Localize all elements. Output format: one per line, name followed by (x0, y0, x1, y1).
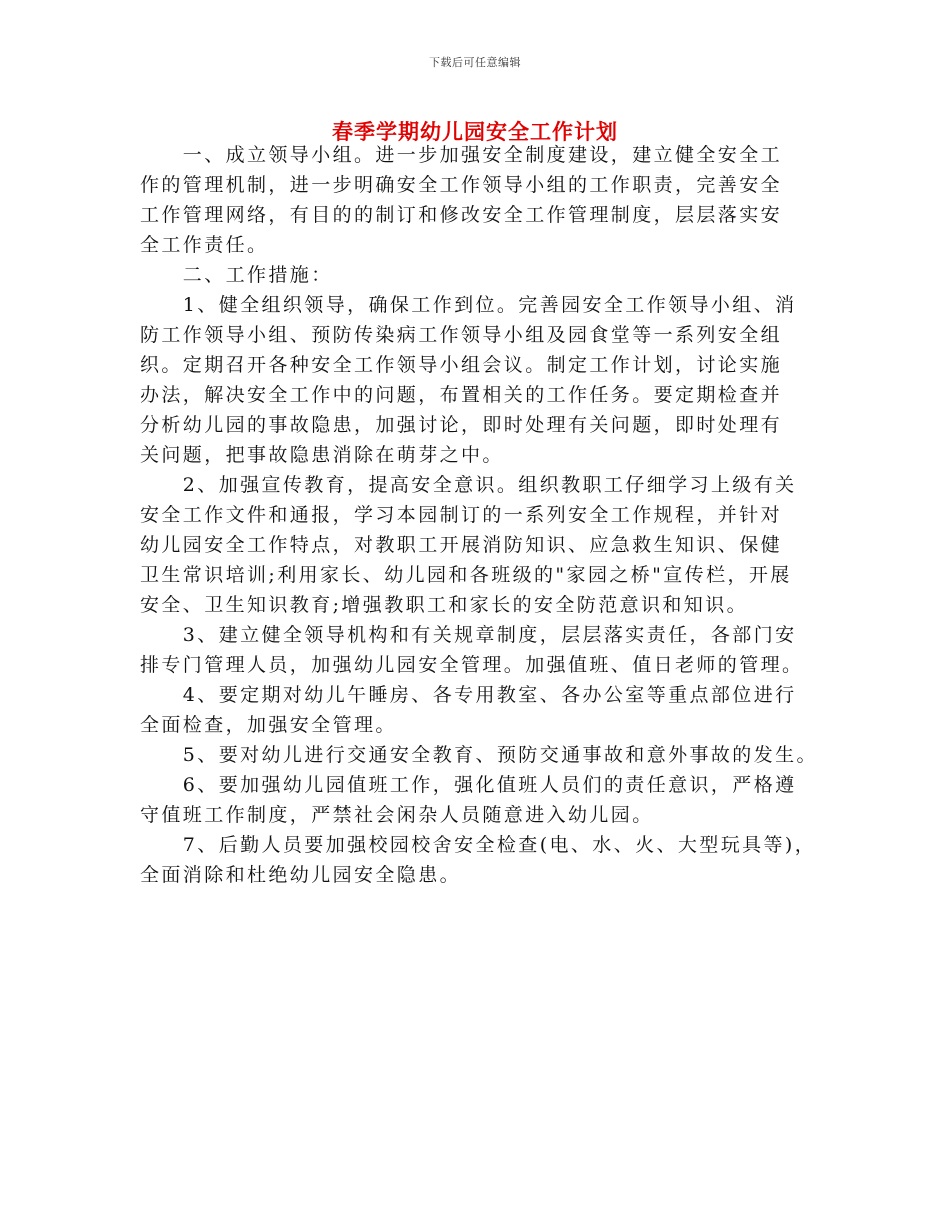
paragraph-line: 防工作领导小组、预防传染病工作领导小组及园食堂等一系列安全组 (140, 324, 783, 346)
paragraph-line: 卫生常识培训;利用家长、幼儿园和各班级的"家园之桥"宣传栏，开展 (140, 564, 792, 586)
paragraph-line: 全工作责任。 (140, 234, 269, 256)
paragraph (140, 140, 815, 260)
paragraph-line: 一、成立领导小组。进一步加强安全制度建设，建立健全安全工 (140, 144, 783, 166)
paragraph-line: 作的管理机制，进一步明确安全工作领导小组的工作职责，完善安全 (140, 174, 783, 196)
paragraph-line: 全面消除和杜绝幼儿园安全隐患。 (140, 864, 462, 886)
paragraph (140, 470, 815, 620)
paragraph-line: 2、加强宣传教育，提高安全意识。组织教职工仔细学习上级有关 (140, 474, 797, 496)
paragraph-line: 关问题，把事故隐患消除在萌芽之中。 (140, 444, 504, 466)
paragraph-line: 守值班工作制度，严禁社会闲杂人员随意进入幼儿园。 (140, 804, 654, 826)
paragraph (140, 740, 818, 770)
paragraph-line: 1、健全组织领导，确保工作到位。完善园安全工作领导小组、消 (140, 294, 797, 316)
paragraph (140, 290, 815, 470)
paragraph-line: 6、要加强幼儿园值班工作，强化值班人员们的责任意识，严格遵 (140, 774, 797, 796)
paragraph (140, 680, 815, 740)
paragraph (140, 620, 815, 680)
paragraph-line: 4、要定期对幼儿午睡房、各专用教室、各办公室等重点部位进行 (140, 684, 797, 706)
paragraph-line: 安全、卫生知识教育;增强教职工和家长的安全防范意识和知识。 (140, 594, 749, 616)
paragraph-line: 分析幼儿园的事故隐患，加强讨论，即时处理有关问题，即时处理有 (140, 414, 783, 436)
paragraph-line: 5、要对幼儿进行交通安全教育、预防交通事故和意外事故的发生。 (140, 744, 818, 766)
paragraph-line: 7、后勤人员要加强校园校舍安全检查(电、水、火、大型玩具等)， (140, 834, 817, 856)
paragraph-line: 二、工作措施： (140, 264, 333, 286)
document-title: 春季学期幼儿园安全工作计划 (332, 119, 618, 144)
paragraph-line: 排专门管理人员，加强幼儿园安全管理。加强值班、值日老师的管理。 (140, 654, 804, 676)
paragraph-line: 全面检查，加强安全管理。 (140, 714, 397, 736)
paragraph (140, 770, 815, 830)
document-body (140, 140, 818, 890)
paragraph (140, 260, 815, 290)
page-header-note: 下载后可任意编辑 (429, 56, 521, 69)
paragraph-line: 安全工作文件和通报，学习本园制订的一系列安全工作规程，并针对 (140, 504, 783, 526)
paragraph-line: 幼儿园安全工作特点，对教职工开展消防知识、应急救生知识、保健 (140, 534, 783, 556)
paragraph (140, 830, 815, 890)
paragraph-line: 办法，解决安全工作中的问题，布置相关的工作任务。要定期检查并 (140, 384, 783, 406)
paragraph-line: 工作管理网络，有目的的制订和修改安全工作管理制度，层层落实安 (140, 204, 783, 226)
paragraph-line: 织。定期召开各种安全工作领导小组会议。制定工作计划，讨论实施 (140, 354, 783, 376)
paragraph-line: 3、建立健全领导机构和有关规章制度，层层落实责任，各部门安 (140, 624, 797, 646)
